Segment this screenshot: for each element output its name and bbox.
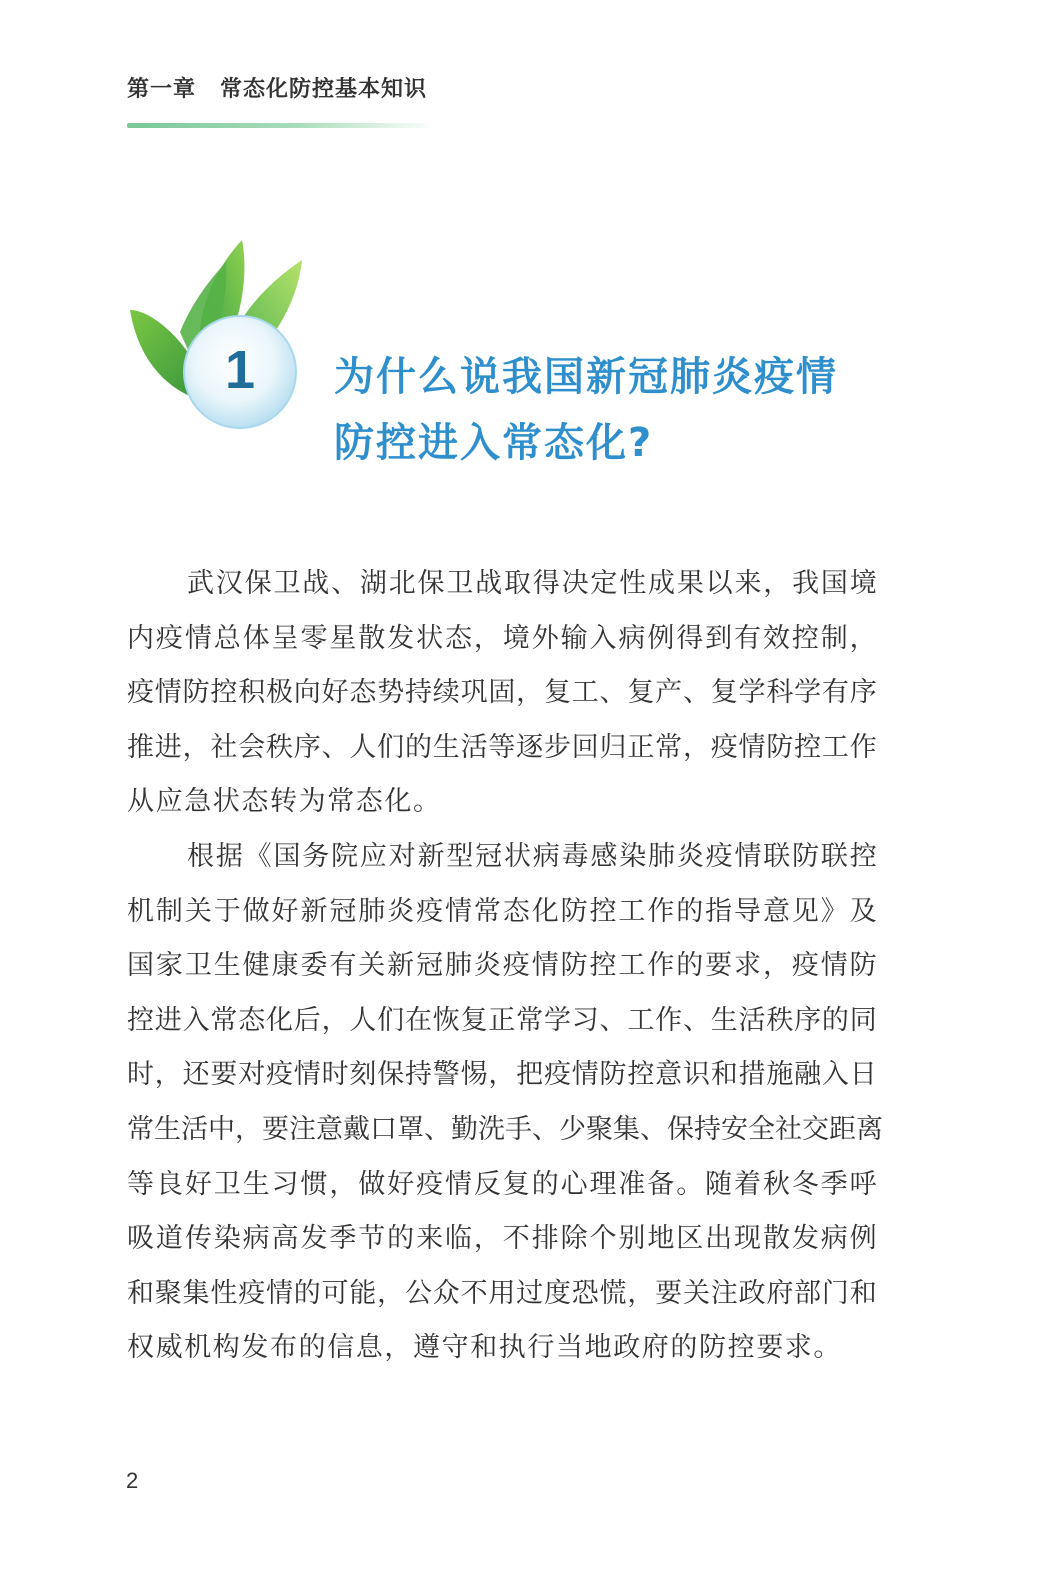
paragraph-line: 根 据 《 国 务 院 应 对 新 型 冠 状 病 毒 感 染 肺 炎 疫 情 联 防 联 控 (187, 840, 877, 872)
paragraph-line: 疫 情 防 控 积 极 向 好 态 势 持 续 巩 固 ， 复 工 、 复 产 、 复 学 科 学 有 序 (127, 677, 877, 709)
paragraph-line: 等 良 好 卫 生 习 惯 ， 做 好 疫 情 反 复 的 心 理 准 备 。 随 着 秋 冬 季 呼 (127, 1168, 877, 1200)
paragraph-line: 机 制 关 于 做 好 新 冠 肺 炎 疫 情 常 态 化 防 控 工 作 的 指 导 意 见 》 及 (127, 895, 877, 927)
chapter-number: 第一章 (127, 77, 197, 102)
chapter-header (127, 72, 427, 103)
page-number: 2 (126, 1468, 139, 1493)
paragraph-line: 和 聚 集 性 疫 情 的 可 能 ， 公 众 不 用 过 度 恐 慌 ， 要 关 注 政 府 部 门 和 (127, 1277, 877, 1309)
chapter-title: 常态化防控基本知识 (220, 77, 428, 102)
paragraph-line: 控 进 入 常 态 化 后 ， 人 们 在 恢 复 正 常 学 习 、 工 作 、 生 活 秩 序 的 同 (127, 1004, 877, 1036)
question-title-line: 防控进入常态化? (334, 420, 654, 466)
paragraph-line: 内 疫 情 总 体 呈 零 星 散 发 状 态 ， 境 外 输 入 病 例 得 到 有 效 控 制 ， (127, 622, 877, 654)
question-number: 1 (224, 340, 256, 400)
paragraph-line: 吸 道 传 染 病 高 发 季 节 的 来 临 ， 不 排 除 个 别 地 区 出 现 散 发 病 例 (127, 1223, 877, 1255)
question-title (334, 344, 894, 476)
green-leaves-icon (122, 232, 312, 432)
question-title-line: 为什么说我国新冠肺炎疫情 (334, 354, 838, 400)
paragraph-line: 权威机构发布的信息，遵守和执行当地政府的防控要求。 (127, 1332, 842, 1364)
header-divider (127, 123, 437, 128)
body-text (127, 557, 883, 1376)
paragraph-line: 时 ， 还 要 对 疫 情 时 刻 保 持 警 惕 ， 把 疫 情 防 控 意 识 和 措 施 融 入 日 (127, 1059, 877, 1091)
paragraph-line: 推 进 ， 社 会 秩 序 、 人 们 的 生 活 等 逐 步 回 归 正 常 ， 疫 情 防 控 工 作 (127, 731, 877, 763)
paragraph-line: 武 汉 保 卫 战 、 湖 北 保 卫 战 取 得 决 定 性 成 果 以 来 ， 我 国 境 (187, 568, 877, 599)
paragraph-line: 从应急状态转为常态化。 (127, 786, 442, 818)
paragraph-line: 常 生 活 中 ， 要 注 意 戴 口 罩 、 勤 洗 手 、 少 聚 集 、 保 持 安 全 社 交 距 离 (127, 1113, 883, 1145)
paragraph-line: 国 家 卫 生 健 康 委 有 关 新 冠 肺 炎 疫 情 防 控 工 作 的 要 求 ， 疫 情 防 (127, 950, 877, 982)
